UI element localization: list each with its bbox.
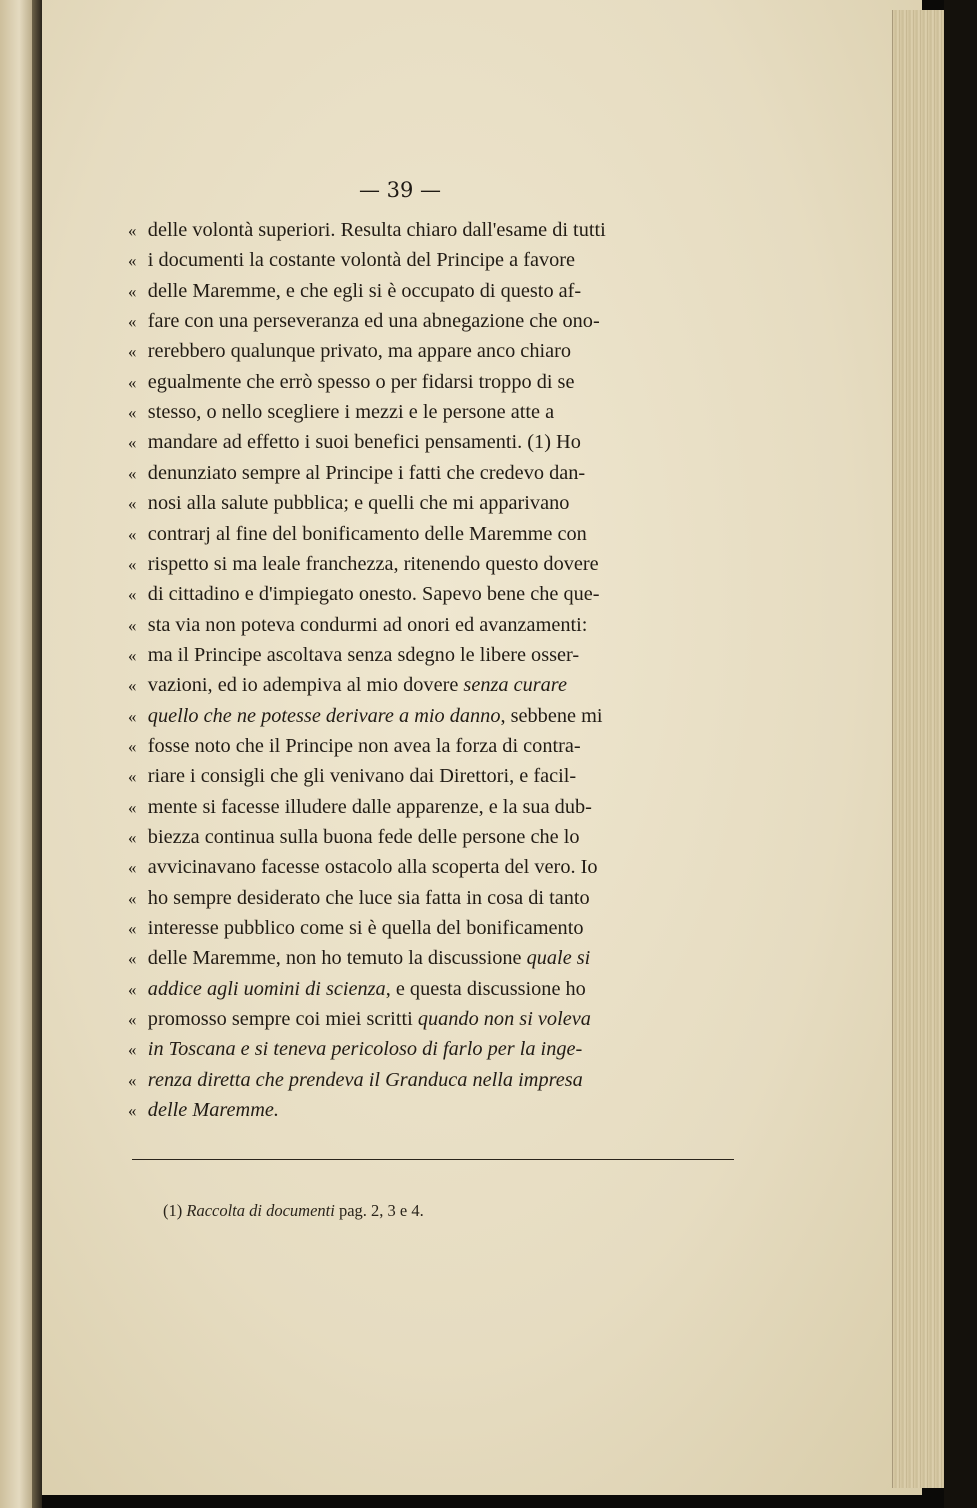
- line-text: delle Maremme, e che egli si è occupato di questo af-: [147, 279, 582, 302]
- text-line: [128, 366, 728, 398]
- text-line: [128, 639, 728, 671]
- left-page-edge: [0, 0, 32, 1508]
- line-text: ho sempre desiderato che luce sia fatta in cosa di tanto: [147, 886, 590, 909]
- quote-mark: «: [128, 221, 137, 240]
- text-line: [128, 760, 728, 792]
- quote-mark: «: [128, 524, 137, 544]
- line-text: nosi alla salute pubblica; e quelli che mi apparivano: [147, 492, 570, 515]
- quote-mark: «: [128, 494, 137, 514]
- text-line: [128, 1033, 728, 1065]
- quote-mark: «: [128, 949, 137, 969]
- footnote: [163, 1199, 563, 1223]
- line-text: biezza continua sulla buona fede delle persone che lo: [147, 826, 580, 848]
- text-line: [128, 882, 728, 914]
- quote-mark: «: [128, 615, 137, 635]
- quote-mark: «: [128, 767, 137, 787]
- line-text: rispetto si ma leale franchezza, ritenendo questo dovere: [147, 552, 599, 575]
- line-text: di cittadino e d'impiegato onesto. Sapevo bene che que-: [147, 583, 600, 606]
- line-text: avvicinavano facesse ostacolo alla scoperta del vero. Io: [147, 856, 598, 879]
- line-text: fare con una perseveranza ed una abnegazione che ono-: [147, 310, 600, 333]
- line-text: denunziato sempre al Principe i fatti che credevo dan-: [147, 461, 586, 484]
- text-line: [128, 518, 728, 550]
- italic-text: renza diretta che prendeva il Granduca nella impresa: [147, 1068, 583, 1091]
- quote-mark: «: [128, 372, 137, 392]
- text-line: [128, 912, 728, 944]
- text-line: [128, 578, 728, 610]
- quote-mark: «: [128, 645, 137, 665]
- quote-mark: «: [128, 979, 137, 999]
- line-text: mandare ad effetto i suoi benefici pensamenti. (1) Ho: [147, 431, 581, 454]
- quote-mark: «: [128, 797, 137, 817]
- italic-text: quale si: [526, 947, 591, 970]
- line-text: mente si facesse illudere dalle apparenze, e la sua dub-: [147, 795, 592, 818]
- quote-mark: «: [128, 1010, 137, 1030]
- text-line: [128, 609, 728, 641]
- footnote-pages: pag. 2, 3 e 4.: [338, 1201, 424, 1220]
- quote-mark: «: [128, 312, 137, 332]
- text-line: [128, 821, 728, 853]
- quote-mark: «: [128, 1101, 137, 1121]
- book-gutter: [32, 0, 42, 1508]
- text-line: [128, 1094, 728, 1126]
- quote-mark: «: [128, 342, 137, 362]
- line-text: i documenti la costante volontà del Principe a favore: [147, 249, 576, 272]
- quote-mark: «: [128, 736, 137, 756]
- text-line: [128, 700, 728, 732]
- text-line: [128, 244, 728, 276]
- line-text: riare i consigli che gli venivano dai Direttori, e facil-: [147, 765, 577, 788]
- text-line: [128, 426, 728, 458]
- line-text: interesse pubblico come si è quella del bonificamento: [147, 917, 584, 940]
- line-text: , sebbene mi: [500, 704, 603, 727]
- line-text: , e questa discussione ho: [385, 977, 586, 1000]
- text-line: [128, 791, 728, 823]
- line-text: delle Maremme, non ho temuto la discussione: [147, 947, 527, 970]
- quote-mark: «: [128, 676, 137, 696]
- italic-text: quello che ne potesse derivare a mio danno: [147, 704, 501, 727]
- text-line: [128, 335, 728, 367]
- text-line: [128, 548, 728, 580]
- quote-mark: «: [128, 403, 137, 423]
- quote-mark: «: [128, 858, 137, 878]
- line-text: sta via non poteva condurmi ad onori ed avanzamenti:: [147, 613, 588, 636]
- text-line: [128, 973, 728, 1005]
- line-text: promosso sempre coi miei scritti: [147, 1008, 418, 1031]
- italic-text: quando non si voleva: [417, 1008, 591, 1031]
- text-line: [128, 457, 728, 489]
- line-text: stesso, o nello scegliere i mezzi e le persone atte a: [147, 401, 555, 424]
- text-line: [128, 1003, 728, 1035]
- quote-mark: «: [128, 1040, 137, 1060]
- page-stack-edges: [892, 10, 945, 1488]
- background-edge: [944, 0, 977, 1508]
- text-line: [128, 851, 728, 883]
- line-text: delle volontà superiori. Resulta chiaro dall'esame di tutti: [147, 219, 606, 241]
- quote-mark: «: [128, 463, 137, 483]
- italic-text: delle Maremme.: [147, 1099, 279, 1122]
- quote-mark: «: [128, 585, 137, 605]
- line-text: ma il Principe ascoltava senza sdegno le libere osser-: [147, 643, 580, 666]
- quote-mark: «: [128, 281, 137, 301]
- text-line: [128, 275, 728, 307]
- text-line: [128, 487, 728, 519]
- text-line: [128, 1064, 728, 1096]
- line-text: vazioni, ed io adempiva al mio dovere: [147, 674, 464, 697]
- text-line: [128, 669, 728, 701]
- text-line: [128, 942, 728, 974]
- text-line: [128, 730, 728, 762]
- quote-mark: «: [128, 828, 137, 847]
- text-line: [128, 305, 728, 337]
- line-text: contrarj al fine del bonificamento delle Maremme con: [147, 522, 587, 545]
- quote-mark: «: [128, 1070, 137, 1090]
- quote-mark: «: [128, 251, 137, 271]
- text-line: [128, 214, 728, 246]
- line-text: rerebbero qualunque privato, ma appare anco chiaro: [147, 340, 572, 363]
- line-text: fosse noto che il Principe non avea la forza di contra-: [147, 734, 581, 757]
- footnote-title: Raccolta di documenti: [186, 1201, 335, 1220]
- italic-text: in Toscana e si teneva pericoloso di farlo per la inge-: [147, 1038, 583, 1061]
- quote-mark: «: [128, 433, 137, 453]
- quote-mark: «: [128, 888, 137, 908]
- page-number: — 39 —: [358, 178, 442, 202]
- italic-text: addice agli uomini di scienza: [147, 977, 386, 1000]
- text-line: [128, 396, 728, 428]
- quote-mark: «: [128, 554, 137, 574]
- quote-mark: «: [128, 919, 137, 939]
- italic-text: senza curare: [463, 674, 567, 697]
- footnote-marker: (1): [163, 1201, 183, 1220]
- quote-mark: «: [128, 706, 137, 726]
- line-text: egualmente che errò spesso o per fidarsi troppo di se: [147, 370, 575, 393]
- footnote-separator: [132, 1159, 734, 1160]
